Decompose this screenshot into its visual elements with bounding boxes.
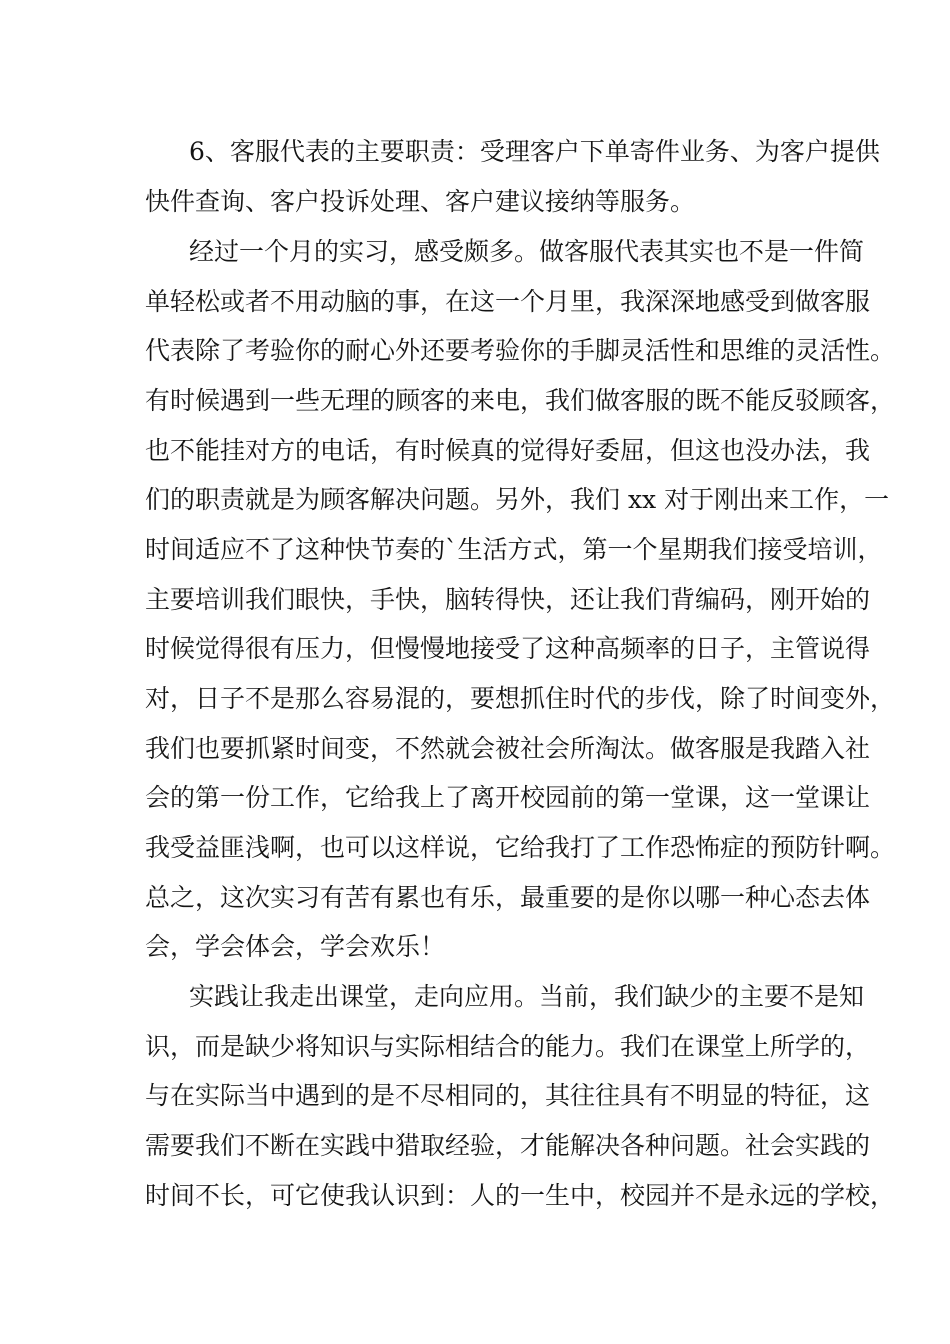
text-line: 对，日子不是那么容易混的，要想抓住时代的步伐，除了时间变外， bbox=[145, 684, 896, 713]
text-line: 们的职责就是为顾客解决问题。另外，我们 xx 对于刚出来工作，一 bbox=[145, 485, 890, 514]
text-line: 时间适应不了这种快节奏的`生活方式，第一个星期我们接受培训， bbox=[145, 535, 883, 564]
text-line: 会，学会体会，学会欢乐！ bbox=[145, 932, 446, 961]
text-line: 6、客服代表的主要职责：受理客户下单寄件业务、为客户提供 bbox=[189, 137, 880, 166]
text-line: 总之，这次实习有苦有累也有乐，最重要的是你以哪一种心态去体 bbox=[145, 883, 871, 912]
text-line: 也不能挂对方的电话，有时候真的觉得好委屈，但这也没办法，我 bbox=[145, 436, 871, 465]
text-line: 单轻松或者不用动脑的事，在这一个月里，我深深地感受到做客服 bbox=[145, 287, 871, 316]
text-line: 实践让我走出课堂，走向应用。当前，我们缺少的主要不是知 bbox=[189, 982, 865, 1011]
text-line: 经过一个月的实习，感受颇多。做客服代表其实也不是一件简 bbox=[189, 237, 865, 266]
text-line: 我受益匪浅啊，也可以这样说，它给我打了工作恐怖症的预防针啊。 bbox=[145, 833, 896, 862]
text-line: 有时候遇到一些无理的顾客的来电，我们做客服的既不能反驳顾客， bbox=[145, 386, 896, 415]
text-line: 我们也要抓紧时间变，不然就会被社会所淘汰。做客服是我踏入社 bbox=[145, 734, 871, 763]
text-line: 识，而是缺少将知识与实际相结合的能力。我们在课堂上所学的， bbox=[145, 1032, 871, 1061]
text-line: 时候觉得很有压力，但慢慢地接受了这种高频率的日子，主管说得 bbox=[145, 634, 871, 663]
text-line: 主要培训我们眼快，手快，脑转得快，还让我们背编码，刚开始的 bbox=[145, 585, 871, 614]
text-line: 快件查询、客户投诉处理、客户建议接纳等服务。 bbox=[145, 187, 696, 216]
text-line: 时间不长，可它使我认识到：人的一生中，校园并不是永远的学校， bbox=[145, 1181, 896, 1210]
text-line: 与在实际当中遇到的是不尽相同的，其往往具有不明显的特征，这 bbox=[145, 1081, 871, 1110]
text-line: 需要我们不断在实践中猎取经验，才能解决各种问题。社会实践的 bbox=[145, 1131, 871, 1160]
text-line: 会的第一份工作，它给我上了离开校园前的第一堂课，这一堂课让 bbox=[145, 783, 871, 812]
text-line: 代表除了考验你的耐心外还要考验你的手脚灵活性和思维的灵活性。 bbox=[145, 336, 896, 365]
